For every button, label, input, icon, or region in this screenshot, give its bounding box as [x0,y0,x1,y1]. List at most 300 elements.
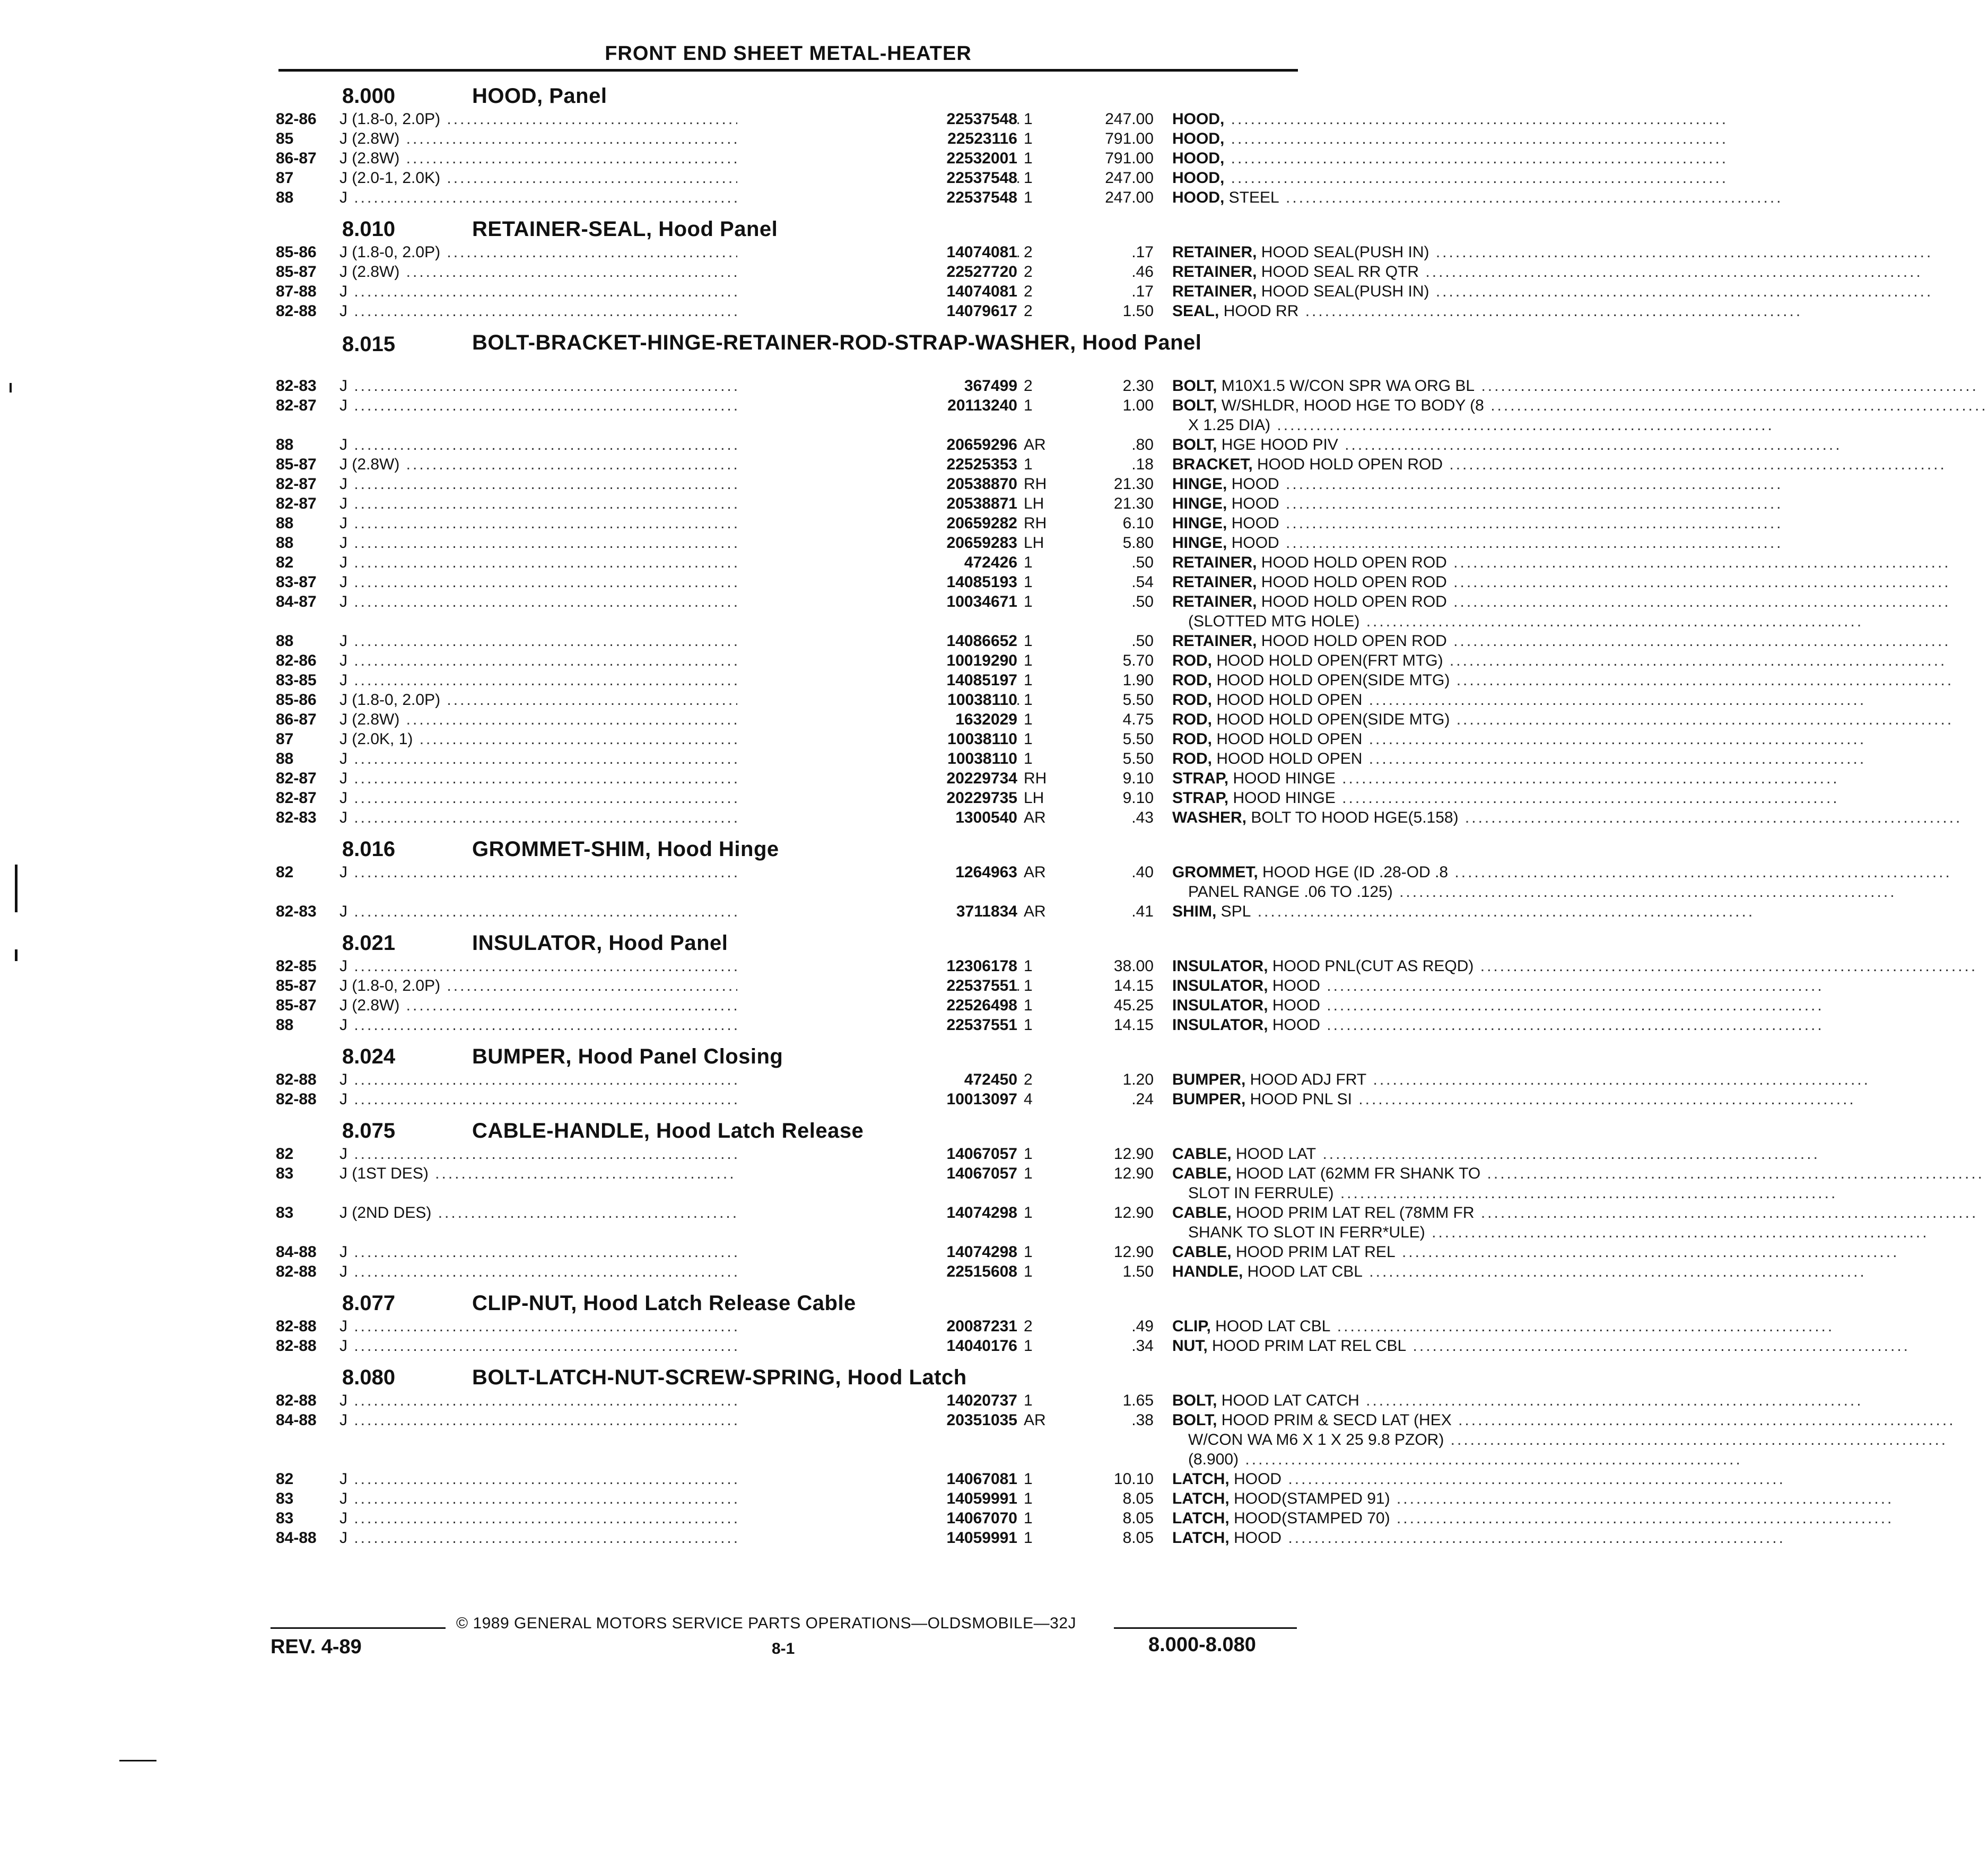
part-row [276,188,1302,207]
description-detail: HOOD HOLD OPEN(SIDE MTG) [1212,711,1450,728]
description [1172,1336,1567,1356]
application: J (2.8W) ..... [339,455,902,474]
description-keyword: ROD, [1172,730,1212,748]
application: J ..... [339,1144,902,1164]
description-keyword: HINGE, [1172,495,1227,512]
price: 45.25 [1113,997,1154,1014]
part-number: 367499 [737,376,1017,396]
application: J (2.8W) ..... [339,262,902,282]
description [1172,710,1567,729]
description-keyword: ROD, [1172,711,1212,728]
description-keyword: HOOD, [1172,130,1225,147]
description-keyword: LATCH, [1172,1510,1230,1527]
model-years: 87-88 [276,283,317,300]
part-row [276,996,1320,1015]
description-text [1172,671,1954,689]
application: J ..... [339,1391,902,1410]
application: J ..... [339,592,902,612]
application: J ..... [339,1242,902,1262]
section-number: 8.015 [342,333,396,356]
model-years: 84-88 [276,1243,317,1261]
description-text [1172,1145,1820,1163]
description-detail: SPL [1216,903,1251,920]
application: J ..... [339,808,902,827]
description-continued [1188,415,1567,435]
model-years: 82-88 [276,1337,317,1355]
description-keyword: CABLE, [1172,1145,1232,1163]
part-row [276,956,1474,976]
description-keyword: INSULATOR, [1172,1016,1268,1034]
page-header: FRONT END SHEET METAL-HEATER [605,42,972,65]
section-heading [276,1039,1302,1070]
section-number: 8.024 [342,1045,396,1068]
quantity: 1 [1024,632,1033,650]
header-rule [278,69,1298,72]
description [1172,749,1567,769]
description-text [1172,997,1824,1014]
quantity: 1 [1024,1510,1033,1527]
description-text [1172,863,1952,881]
model-years: 85-87 [276,456,317,473]
price: 1.50 [1122,1263,1154,1280]
part-number: 14085197 [737,670,1017,690]
description [1172,455,1567,474]
application: J (2.0-1, 2.0K) ..... [339,168,902,188]
quantity: 1 [1024,730,1033,748]
quantity: 1 [1024,711,1033,728]
part-number: 22537548 [737,109,1017,129]
price: 8.05 [1122,1529,1154,1547]
part-number: 14085193 [737,572,1017,592]
section-title: GROMMET-SHIM, Hood Hinge [472,837,779,861]
price: 247.00 [1105,169,1154,187]
footer-rule-right [1114,1627,1297,1629]
quantity: 1 [1024,1165,1033,1182]
quantity: 1 [1024,1392,1033,1409]
quantity: RH [1024,475,1047,493]
description [1172,996,1567,1015]
description-text [1172,1337,1910,1355]
description-text [1172,1490,1894,1507]
application: J ..... [339,572,902,592]
part-number: 22515608 [737,1262,1017,1281]
description-keyword: GROMMET, [1172,863,1258,881]
quantity: 1 [1024,593,1033,610]
part-row [276,976,1320,996]
description-text [1172,1411,1956,1429]
model-years: 82-86 [276,652,317,669]
description [1172,572,1567,592]
description-detail: HOOD SEAL RR QTR [1257,263,1419,281]
part-number: 10038110 [737,749,1017,769]
price: 791.00 [1105,150,1154,167]
section-title: HOOD, Panel [472,84,607,108]
price: .54 [1131,573,1154,591]
model-years: 83 [276,1165,294,1182]
part-row [276,749,1363,769]
description [1172,149,1567,168]
description [1172,1203,1567,1223]
description [1172,1164,1567,1183]
application: J ..... [339,956,902,976]
part-number: 22525353 [737,455,1017,474]
description-keyword: CLIP, [1172,1318,1211,1335]
quantity: 1 [1024,957,1033,975]
description-detail: HOOD [1268,1016,1320,1034]
model-years: 84-87 [276,593,317,610]
application: J (1.8-0, 2.0P) ..... [339,109,902,129]
description-keyword: RETAINER, [1172,554,1257,571]
part-row [276,572,1447,592]
quantity: 1 [1024,1529,1033,1547]
description [1172,651,1567,670]
quantity: 2 [1024,1318,1033,1335]
description-text [1172,711,1954,728]
description [1172,788,1567,808]
quantity: 4 [1024,1090,1033,1108]
application: J ..... [339,533,902,553]
description-keyword: RETAINER, [1172,593,1257,610]
model-years: 82 [276,1470,294,1488]
section-number: 8.077 [342,1292,396,1315]
description-keyword: RETAINER, [1172,243,1257,261]
part-row [276,1508,1390,1528]
description-keyword: HOOD, [1172,110,1225,128]
description-detail: HOOD LAT CBL [1210,1318,1331,1335]
price: 38.00 [1113,957,1154,975]
application: J ..... [339,435,902,455]
price: 791.00 [1105,130,1154,147]
price: 10.10 [1113,1470,1154,1488]
description-keyword: CABLE, [1172,1204,1232,1222]
description-detail: M10X1.5 W/CON SPR WA ORG BL [1217,377,1475,395]
model-years: 85-87 [276,997,317,1014]
description-keyword: CABLE, [1172,1243,1232,1261]
continuation-text: PANEL RANGE .06 TO .125) ..... [1188,883,1897,901]
description-text [1172,1392,1863,1409]
quantity: 1 [1024,130,1033,147]
part-row [276,282,1429,301]
description-text [1172,789,1839,807]
description-detail: HGE HOOD PIV [1217,436,1338,453]
application: J ..... [339,301,902,321]
application: J ..... [339,282,902,301]
model-years: 88 [276,436,294,453]
description [1172,976,1567,996]
quantity: 1 [1024,977,1033,994]
model-years: 88 [276,1016,294,1034]
description [1172,282,1567,301]
description [1172,592,1567,612]
model-years: 85 [276,130,294,147]
application: J ..... [339,1015,902,1035]
model-years: 86-87 [276,150,317,167]
price: 8.05 [1122,1490,1154,1507]
quantity: 1 [1024,1145,1033,1163]
description-text [1172,750,1866,767]
description-detail: HOOD HOLD OPEN ROD [1257,573,1447,591]
description-continuation [276,1430,1444,1450]
price: 21.30 [1113,495,1154,512]
part-row [276,670,1450,690]
application: J ..... [339,749,902,769]
price: 5.50 [1122,691,1154,709]
part-row [276,1469,1302,1489]
quantity: LH [1024,789,1044,807]
model-years: 85-86 [276,243,317,261]
model-years: 85-87 [276,263,317,281]
model-years: 82 [276,863,294,881]
quantity: 1 [1024,1243,1033,1261]
model-years: 84-88 [276,1529,317,1547]
application: J ..... [339,631,902,651]
part-number: 20659283 [737,533,1017,553]
part-row [276,262,1419,282]
part-number: 472426 [737,553,1017,572]
quantity: AR [1024,903,1046,920]
price: .50 [1131,632,1154,650]
part-number: 22537551 [737,1015,1017,1035]
part-row [276,149,1302,168]
part-row [276,494,1302,513]
section-heading [276,1360,1302,1391]
part-row [276,301,1302,321]
description-text [1172,302,1802,320]
description-detail: HOOD HOLD OPEN ROD [1252,456,1443,473]
model-years: 82-83 [276,903,317,920]
description-detail: HOOD [1229,1470,1282,1488]
continuation-text: W/CON WA M6 X 1 X 25 9.8 PZOR) ..... [1188,1431,1948,1449]
part-row [276,808,1459,827]
description [1172,242,1567,262]
part-number: 14074081 [737,242,1017,262]
description-continuation [276,1183,1334,1203]
description-text [1172,730,1866,748]
description-continued [1188,1183,1567,1203]
description-detail: HOOD LAT CBL [1243,1263,1363,1280]
description-detail: HOOD [1229,1529,1282,1547]
description-text [1172,1263,1867,1280]
description [1172,301,1567,321]
application: J (2.8W) ..... [339,710,902,729]
part-number: 22537548 [737,168,1017,188]
part-row [276,631,1447,651]
description-detail: HOOD LAT (62MM FR SHANK TO [1231,1165,1481,1182]
description-text [1172,903,1755,920]
description-text [1172,1243,1899,1261]
description [1172,956,1567,976]
part-number: 22537551 [737,976,1017,996]
description [1172,513,1567,533]
description [1172,1262,1567,1281]
quantity: 2 [1024,263,1033,281]
application: J ..... [339,1410,902,1430]
price: .34 [1131,1337,1154,1355]
description-text [1172,169,1728,187]
description [1172,129,1567,149]
application: J ..... [339,1489,902,1508]
description-text [1172,632,1951,650]
model-years: 82 [276,1145,294,1163]
quantity: RH [1024,770,1047,787]
description-text [1172,1318,1834,1335]
description-keyword: HANDLE, [1172,1263,1243,1280]
description [1172,769,1567,788]
description-text [1172,475,1783,493]
model-years: 82-88 [276,1392,317,1409]
part-number: 20659296 [737,435,1017,455]
part-row [276,109,1302,129]
price: .17 [1131,243,1154,261]
description-detail: HOOD HOLD OPEN [1212,730,1363,748]
quantity: 1 [1024,110,1033,128]
continuation-text: (SLOTTED MTG HOLE) ..... [1188,613,1863,630]
part-number: 20087231 [737,1316,1017,1336]
model-years: 87 [276,730,294,748]
part-row [276,1089,1352,1109]
section-title: CABLE-HANDLE, Hood Latch Release [472,1119,864,1142]
quantity: 1 [1024,150,1033,167]
part-row [276,1316,1331,1336]
description-text [1172,436,1842,453]
part-row [276,1336,1407,1356]
description-text [1172,110,1728,128]
description-keyword: ROD, [1172,671,1212,689]
part-row [276,435,1338,455]
model-years: 82-83 [276,809,317,826]
part-number: 1300540 [737,808,1017,827]
part-number: 14067057 [737,1164,1017,1183]
description-text [1172,514,1783,532]
description-continuation [276,1223,1425,1242]
description [1172,188,1567,207]
description-text [1172,1090,1856,1108]
application: J ..... [339,1262,902,1281]
description-text [1172,150,1728,167]
description-detail: HOOD HOLD OPEN [1212,691,1363,709]
description-text [1172,593,1951,610]
price: 2.30 [1122,377,1154,395]
description [1172,435,1567,455]
quantity: 1 [1024,1204,1033,1222]
price: 8.05 [1122,1510,1154,1527]
part-row [276,242,1429,262]
description-detail: HOOD HOLD OPEN ROD [1257,632,1447,650]
description-detail: HOOD PNL(CUT AS REQD) [1268,957,1474,975]
part-number: 20229734 [737,769,1017,788]
description [1172,474,1567,494]
description [1172,1144,1567,1164]
price: .17 [1131,283,1154,300]
part-number: 472450 [737,1070,1017,1089]
price: 247.00 [1105,189,1154,206]
description-detail: BOLT TO HOOD HGE(5.158) [1246,809,1459,826]
application: J ..... [339,769,902,788]
description [1172,376,1567,396]
description-text [1172,1071,1870,1088]
description-detail: HOOD PRIM LAT REL [1231,1243,1396,1261]
quantity: 1 [1024,1470,1033,1488]
application: J ..... [339,513,902,533]
description-text [1172,495,1783,512]
part-row [276,396,1484,415]
model-years: 88 [276,632,294,650]
quantity: 1 [1024,652,1033,669]
price: 21.30 [1113,475,1154,493]
application: J ..... [339,1089,902,1109]
section-number: 8.021 [342,931,396,955]
model-years: 85-87 [276,977,317,994]
description-keyword: RETAINER, [1172,283,1257,300]
continuation-text: X 1.25 DIA) ..... [1188,416,1774,434]
part-row [276,168,1302,188]
description-detail: HOOD HINGE [1228,789,1336,807]
description-continued [1188,612,1567,631]
price: 5.70 [1122,652,1154,669]
footer-page-number: 8-1 [772,1640,795,1657]
model-years: 82-87 [276,770,317,787]
scan-mark [15,865,18,912]
description [1172,262,1567,282]
quantity: 1 [1024,169,1033,187]
application: J ..... [339,1508,902,1528]
price: 5.50 [1122,750,1154,767]
quantity: AR [1024,436,1046,453]
part-row [276,129,1302,149]
description-detail: HOOD PRIM LAT REL CBL [1207,1337,1407,1355]
part-row [276,533,1302,553]
description-text [1172,957,1977,975]
part-number: 14079617 [737,301,1017,321]
application: J ..... [339,1336,902,1356]
part-row [276,1391,1359,1410]
price: .50 [1131,593,1154,610]
description [1172,902,1567,921]
description-keyword: HINGE, [1172,475,1227,493]
description-text [1172,283,1933,300]
description-keyword: INSULATOR, [1172,957,1268,975]
price: .40 [1131,863,1154,881]
part-number: 20113240 [737,396,1017,415]
description [1172,670,1567,690]
application: J ..... [339,902,902,921]
description-text [1172,809,1962,826]
quantity: 1 [1024,189,1033,206]
application: J (1.8-0, 2.0P) ..... [339,976,902,996]
quantity: 1 [1024,397,1033,414]
description-keyword: NUT, [1172,1337,1208,1355]
description-detail: W/SHLDR, HOOD HGE TO BODY (8 [1217,397,1484,414]
part-number: 20538871 [737,494,1017,513]
model-years: 83-87 [276,573,317,591]
price: .38 [1131,1411,1154,1429]
section-heading [276,832,1302,862]
part-number: 14059991 [737,1528,1017,1548]
application: J ..... [339,670,902,690]
continuation-text: SLOT IN FERRULE) ..... [1188,1184,1837,1202]
part-row [276,513,1302,533]
description-detail: HOOD SEAL(PUSH IN) [1257,243,1429,261]
description-detail: HOOD PNL SI [1245,1090,1352,1108]
part-number: 14059991 [737,1489,1017,1508]
application: J (2.8W) ..... [339,129,902,149]
description-keyword: SHIM, [1172,903,1217,920]
description-text [1172,1204,1978,1222]
part-row [276,862,1449,882]
description-text [1172,189,1783,206]
description-keyword: BUMPER, [1172,1071,1246,1088]
quantity: 2 [1024,243,1033,261]
